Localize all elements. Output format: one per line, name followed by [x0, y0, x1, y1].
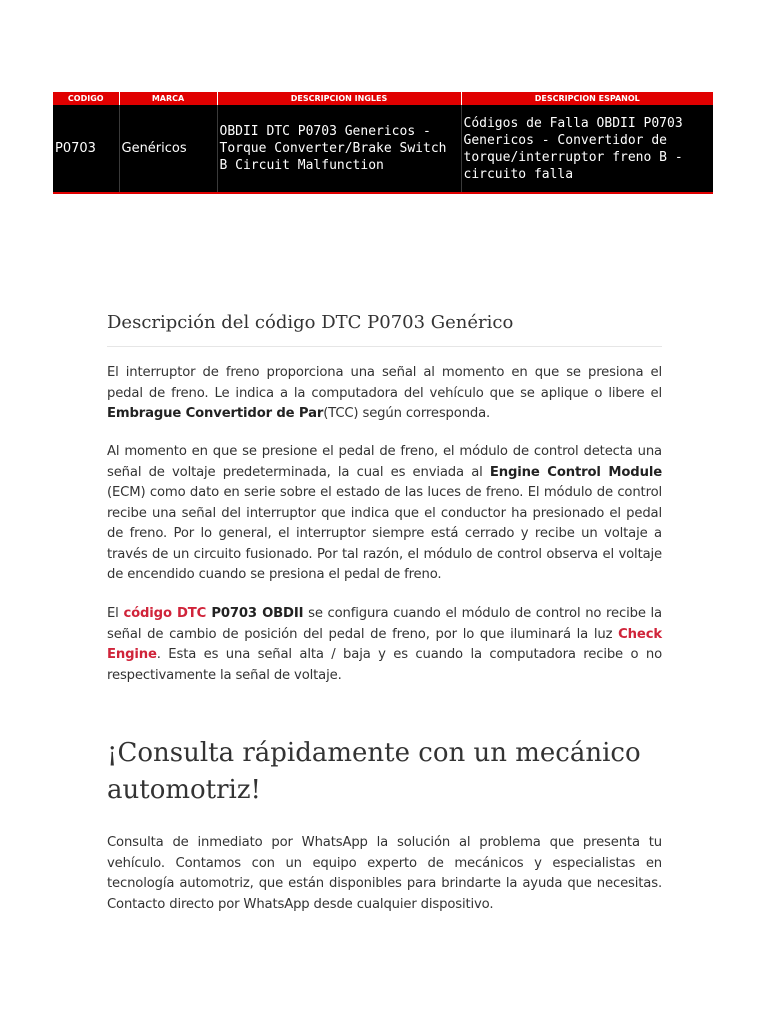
table-row	[53, 105, 713, 192]
p2-text-a: Al momento en que se presione el pedal de freno, el módulo de control detecta una señal de voltaje predeterminada, la cual es enviada al	[107, 444, 662, 480]
cell-desc-es: Códigos de Falla OBDII P0703 Genericos - Convertidor de torque/interruptor freno B - circuito falla	[461, 105, 713, 192]
cell-brand: Genéricos	[119, 105, 217, 192]
p1-text-a: El interruptor de freno proporciona una señal al momento en que se presiona el pedal de freno. Le indica a la computadora del vehículo que se aplique o libere el	[107, 365, 662, 401]
header-codigo: CODIGO	[53, 92, 119, 105]
p1-bold-term: Embrague Convertidor de Par	[107, 406, 324, 421]
p3-text-d: . Esta es una señal alta / baja y es cuando la computadora recibe o no respectivamente la señal de voltaje.	[107, 647, 662, 683]
section-title: Descripción del código DTC P0703 Genérico	[107, 310, 662, 347]
p2-bold-term: Engine Control Module	[489, 464, 662, 480]
header-descripcion-ingles: DESCRIPCION INGLES	[217, 92, 461, 105]
check-engine-link[interactable]: Check Engine	[107, 626, 662, 662]
p1-text-c: (TCC) según corresponda.	[323, 406, 491, 421]
p3-text-c: se configura cuando el módulo de control no recibe la señal de cambio de posición del pedal de freno, por lo que iluminará la luz	[107, 606, 662, 642]
cell-code: P0703	[53, 105, 119, 192]
table-bottom-border	[53, 192, 713, 194]
p2-text-c: (ECM) como dato en serie sobre el estado de las luces de freno. El módulo de control recibe una señal del interruptor que indica que el conductor ha presionado el pedal de freno. Por lo general, el interruptor siempre está cerrado y recibe un voltaje a través de un circuito fusionado. Por tal razón, el módulo de control observa el voltaje de encendido cuando se presiona el pedal de freno.	[107, 485, 662, 582]
header-descripcion-espanol: DESCRIPCION ESPANOL	[461, 92, 713, 105]
article-body	[107, 310, 662, 912]
cta-title: ¡Consulta rápidamente con un mecánico automotriz!	[107, 738, 641, 805]
paragraph-1	[107, 363, 662, 425]
paragraph-2	[107, 442, 662, 586]
cell-desc-en: OBDII DTC P0703 Genericos - Torque Converter/Brake Switch B Circuit Malfunction	[217, 105, 461, 192]
paragraph-3	[107, 604, 662, 686]
paragraph-4: Consulta de inmediato por WhatsApp la solución al problema que presenta tu vehículo. Contamos con un equipo experto de mecánicos y especialistas en tecnología automotriz, que están disponibles para brindarte la ayuda que necesitas. Contacto directo por WhatsApp desde cualquier dispositivo.	[107, 835, 662, 912]
codigo-dtc-link[interactable]: código DTC	[123, 606, 207, 621]
header-marca: MARCA	[119, 92, 217, 105]
p3-bold-code: P0703 OBDII	[206, 606, 304, 621]
table-header-row	[53, 92, 713, 105]
dtc-table	[53, 92, 713, 192]
p3-text-a: El	[107, 606, 124, 621]
